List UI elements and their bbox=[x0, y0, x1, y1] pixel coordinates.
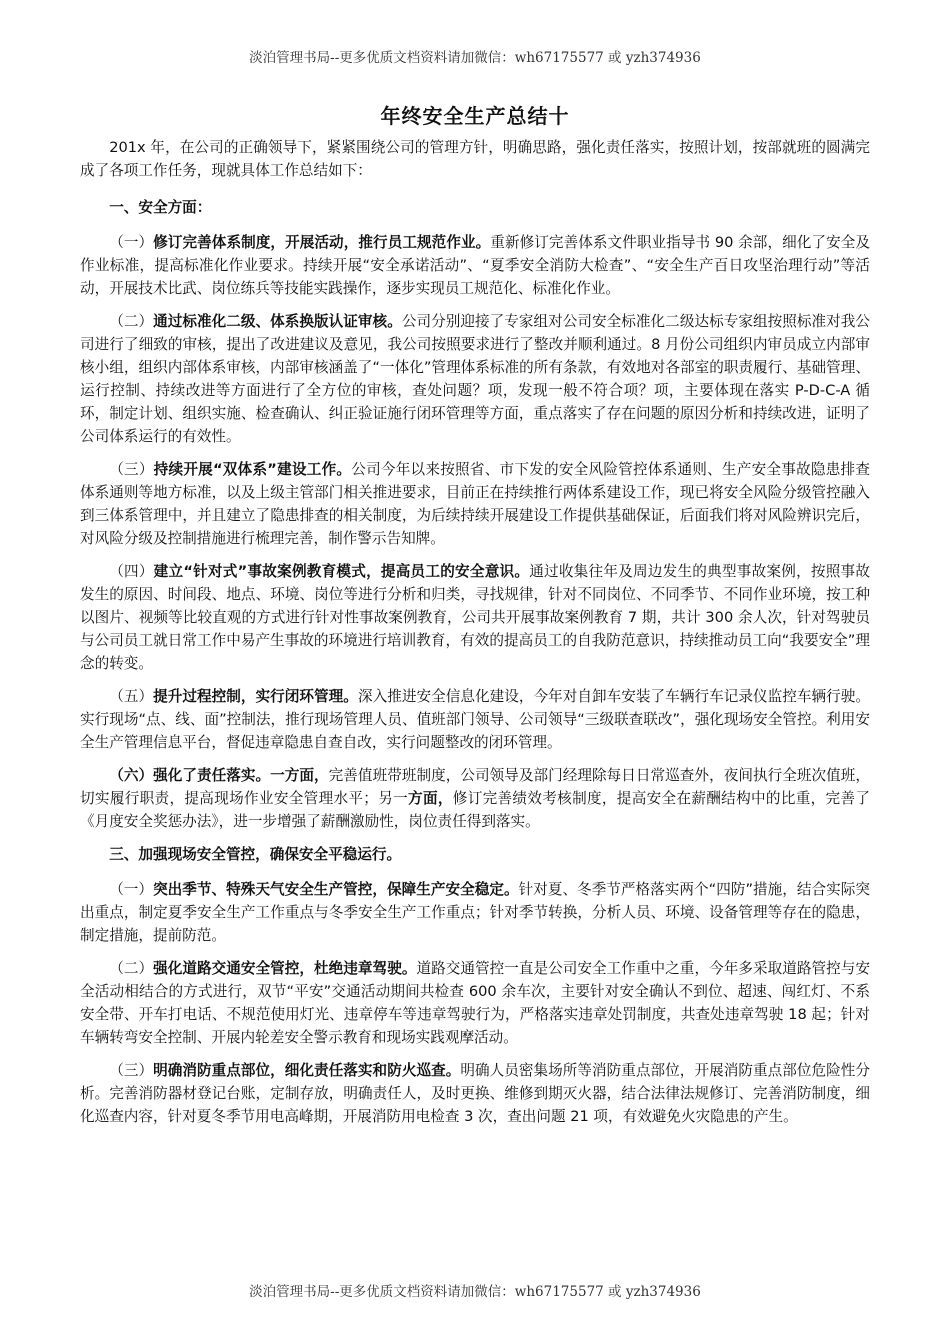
section-1-item-2: （二）通过标准化二级、体系换版认证审核。公司分别迎接了专家组对公司安全标准化二级达标专家组按照标准对我公司进行了细致的审核，提出了改进建议及意见，我公司按照要求进行了整改并顺利通过。8 月份公司组织内审员成立内部审核小组，组织内部体系审核，内部审核涵盖了“一体化”管理体系标准的所有条款，有效地对各部室的职责履行、基础管理、运行控制、持续改进等方面进行了全方位的审核，查处问题？项，发现一般不符合项？项，主要体现在落实 P-D-C-A 循环，制定计划、组织实施、检查确认、纠正验证施行闭环管理等方面，重点落实了存在问题的原因分析和持续改进，证明了公司体系运行的有效性。 bbox=[80, 313, 870, 445]
section-1-item-1: （一）修订完善体系制度，开展活动，推行员工规范作业。重新修订完善体系文件职业指导书 90 余部，细化了安全及作业标准，提高标准化作业要求。持续开展“安全承诺活动”、“夏季安全消防大检查”、“安全生产百日攻坚治理行动”等活动，开展技术比武、岗位练兵等技能实践操作，逐步实现员工规范化、标准化作业。 bbox=[80, 234, 870, 297]
section-1-item-5: （五）提升过程控制，实行闭环管理。深入推进安全信息化建设，今年对自卸车安装了车辆行车记录仪监控车辆行驶。实行现场“点、线、面”控制法，推行现场管理人员、值班部门领导、公司领导“三级联查联改”，强化现场安全管控。利用安全生产管理信息平台，督促违章隐患自查自改，实行问题整改的闭环管理。 bbox=[80, 688, 870, 751]
document-body bbox=[80, 136, 870, 1138]
section-3-item-2: （二）强化道路交通安全管控，杜绝违章驾驶。道路交通管控一直是公司安全工作重中之重，今年多采取道路管控与安全活动相结合的方式进行，双节“平安”交通活动期间共检查 600 余车次，主要针对安全确认不到位、超速、闯红灯、不系安全带、开车打电话、不规范使用灯光、违章停车等违章驾驶行为，严格落实违章处罚制度，共查处违章驾驶 18 起；针对车辆转弯安全控制、开展内轮差安全警示教育和现场实践观摩活动。 bbox=[80, 960, 870, 1046]
page-header: 淡泊管理书局--更多优质文档资料请加微信：wh67175577 或 yzh374936 bbox=[249, 50, 701, 66]
section-3-heading: 三、加强现场安全管控，确保安全平稳运行。 bbox=[109, 846, 402, 863]
document-title: 年终安全生产总结十 bbox=[380, 104, 570, 128]
intro-paragraph: 201x 年，在公司的正确领导下，紧紧围绕公司的管理方针，明确思路，强化责任落实，按照计划，按部就班的圆满完成了各项工作任务，现就具体工作总结如下： bbox=[80, 139, 870, 179]
section-1-item-3: （三）持续开展“双体系”建设工作。公司今年以来按照省、市下发的安全风险管控体系通则、生产安全事故隐患排查体系通则等地方标准，以及上级主管部门相关推进要求，目前正在持续推行两体系建设工作，现已将安全风险分级管控融入到三体系管理中，并且建立了隐患排查的相关制度，为后续持续开展建设工作提供基础保证，后面我们将对风险辨识完后，对风险分级及控制措施进行梳理完善，制作警示告知牌。 bbox=[80, 461, 870, 547]
page-footer: 淡泊管理书局--更多优质文档资料请加微信：wh67175577 或 yzh374936 bbox=[249, 1284, 701, 1300]
section-1-item-6: （六）强化了责任落实。一方面，完善值班带班制度，公司领导及部门经理除每日日常巡查外，夜间执行全班次值班，切实履行职责，提高现场作业安全管理水平；另一方面，修订完善绩效考核制度，提高安全在薪酬结构中的比重，完善了《月度安全奖惩办法》，进一步增强了薪酬激励性，岗位责任得到落实。 bbox=[80, 767, 870, 830]
section-3-item-3: （三）明确消防重点部位，细化责任落实和防火巡查。明确人员密集场所等消防重点部位，开展消防重点部位危险性分析。完善消防器材登记台账，定制存放，明确责任人，及时更换、维修到期灭火器，结合法律法规修订、完善消防制度，细化巡查内容，针对夏冬季节用电高峰期，开展消防用电检查 3 次，查出问题 21 项，有效避免火灾隐患的产生。 bbox=[80, 1062, 870, 1125]
section-3-item-1: （一）突出季节、特殊天气安全生产管控，保障生产安全稳定。针对夏、冬季节严格落实两个“四防”措施，结合实际突出重点，制定夏季安全生产工作重点与冬季安全生产工作重点；针对季节转换，分析人员、环境、设备管理等存在的隐患，制定措施，提前防范。 bbox=[80, 881, 870, 944]
section-1-item-4: （四）建立“针对式”事故案例教育模式，提高员工的安全意识。通过收集往年及周边发生的典型事故案例，按照事故发生的原因、时间段、地点、环境、岗位等进行分析和归类，寻找规律，针对不同岗位、不同季节、不同作业环境，按工种以图片、视频等比较直观的方式进行针对性事故案例教育，公司共开展事故案例教育 7 期，共计 300 余人次，针对驾驶员与公司员工就日常工作中易产生事故的环境进行培训教育，有效的提高员工的自我防范意识，持续推动员工向“我要安全”理念的转变。 bbox=[80, 563, 870, 672]
section-1-heading: 一、安全方面： bbox=[109, 199, 212, 216]
